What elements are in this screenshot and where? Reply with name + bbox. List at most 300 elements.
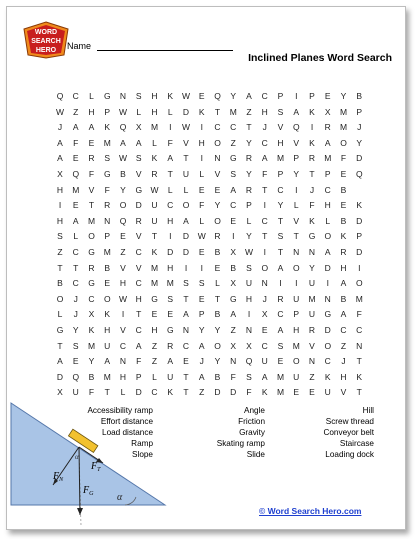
grid-letter: C <box>88 293 95 304</box>
grid-letter: T <box>183 293 189 304</box>
grid-letter: M <box>103 371 111 382</box>
grid-letter: J <box>262 122 267 133</box>
grid-letter: A <box>230 309 237 320</box>
grid-letter: C <box>261 340 268 351</box>
grid-letter: E <box>230 215 237 226</box>
grid-letter: X <box>57 169 63 179</box>
grid-letter: E <box>104 278 111 289</box>
grid-letter: Z <box>120 247 126 257</box>
grid-letter: H <box>56 215 64 226</box>
grid-letter: B <box>214 247 221 257</box>
grid-letter: G <box>151 293 158 304</box>
grid-letter: T <box>57 340 63 351</box>
grid-letter: E <box>198 184 205 195</box>
grid-letter: N <box>182 325 190 335</box>
grid-letter: K <box>356 200 363 211</box>
grid-letter: R <box>340 247 347 257</box>
grid-letter: H <box>119 371 127 382</box>
grid-letter: G <box>135 184 143 195</box>
grid-letter: A <box>183 215 189 226</box>
grid-letter: O <box>214 340 221 351</box>
grid-letter: A <box>104 356 111 367</box>
grid-letter: W <box>197 231 206 242</box>
grid-letter: C <box>230 122 237 133</box>
grid-letter: N <box>104 215 111 226</box>
grid-letter: R <box>167 340 174 351</box>
grid-letter: M <box>292 340 300 351</box>
grid-letter: T <box>262 184 268 195</box>
grid-letter: E <box>183 356 189 367</box>
grid-letter: S <box>230 169 237 179</box>
grid-letter: P <box>104 231 111 242</box>
grid-letter: K <box>167 387 174 398</box>
svg-text:FN: $F_N$ <box>53 471 64 483</box>
grid-letter: Q <box>72 371 80 382</box>
grid-letter: Q <box>245 356 253 367</box>
grid-letter: P <box>293 309 300 320</box>
grid-letter: C <box>135 278 142 289</box>
grid-letter: I <box>184 262 188 273</box>
grid-letter: H <box>104 325 111 335</box>
grid-letter: I <box>200 153 203 164</box>
grid-letter: Q <box>119 215 127 226</box>
word-item: Ramp <box>131 439 153 448</box>
grid-letter: I <box>200 122 203 133</box>
grid-letter: N <box>230 356 237 367</box>
grid-letter: C <box>277 184 284 195</box>
grid-letter: D <box>214 387 221 398</box>
grid-letter: J <box>357 122 362 133</box>
grid-letter: A <box>72 215 79 226</box>
grid-letter: S <box>135 91 142 101</box>
grid-letter: T <box>183 371 189 382</box>
grid-letter: Z <box>246 106 252 117</box>
grid-letter: O <box>324 231 332 242</box>
grid-letter: K <box>151 153 158 164</box>
grid-letter: I <box>200 262 203 273</box>
grid-letter: N <box>308 356 316 367</box>
grid-letter: B <box>214 371 221 382</box>
grid-letter: Y <box>246 137 252 148</box>
grid-letter: Z <box>151 340 158 351</box>
grid-letter: U <box>261 356 268 367</box>
grid-letter: L <box>246 215 252 226</box>
grid-letter: G <box>166 325 174 335</box>
grid-letter: Z <box>230 325 236 335</box>
grid-letter: K <box>324 371 331 382</box>
grid-letter: I <box>169 231 172 242</box>
grid-letter: Y <box>214 325 221 335</box>
grid-letter: A <box>230 184 237 195</box>
grid-letter: U <box>72 387 79 398</box>
grid-letter: C <box>277 309 284 320</box>
grid-letter: M <box>103 137 111 148</box>
svg-text:FT: $F_T$ <box>91 461 101 473</box>
grid-letter: U <box>104 340 111 351</box>
grid-letter: A <box>198 340 205 351</box>
grid-letter: M <box>324 153 332 164</box>
grid-letter: D <box>135 387 142 398</box>
grid-letter: L <box>183 184 189 195</box>
grid-letter: E <box>167 309 174 320</box>
grid-letter: K <box>309 106 315 117</box>
grid-letter: N <box>308 247 316 257</box>
grid-letter: V <box>309 340 315 351</box>
grid-letter: G <box>88 278 95 289</box>
grid-letter: G <box>229 293 237 304</box>
grid-letter: Y <box>356 137 363 148</box>
grid-letter: J <box>199 356 204 367</box>
grid-letter: R <box>151 169 158 179</box>
footer-credit-link[interactable]: © Word Search Hero.com <box>259 506 362 516</box>
grid-letter: E <box>340 200 347 211</box>
word-list-column-1 <box>87 405 153 460</box>
grid-letter: V <box>293 137 300 148</box>
grid-letter: M <box>150 262 159 273</box>
word-item: Staircase <box>339 439 374 448</box>
grid-letter: O <box>56 293 64 304</box>
word-item: Screw thread <box>325 417 374 426</box>
grid-letter: A <box>261 371 268 382</box>
grid-letter: P <box>198 309 205 320</box>
grid-letter: O <box>292 262 300 273</box>
grid-letter: E <box>151 309 158 320</box>
grid-letter: E <box>72 356 79 367</box>
grid-letter: C <box>72 278 79 289</box>
grid-letter: C <box>340 325 347 335</box>
word-item: Skating ramp <box>216 439 265 448</box>
word-item: Hill <box>362 406 374 415</box>
grid-letter: T <box>356 356 362 367</box>
grid-letter: T <box>183 387 189 398</box>
grid-letter: G <box>103 169 111 179</box>
grid-letter: L <box>152 371 157 382</box>
grid-letter: L <box>136 106 142 117</box>
grid-letter: T <box>136 309 142 320</box>
grid-letter: T <box>88 200 95 211</box>
grid-letter: Y <box>120 184 126 195</box>
grid-letter: H <box>88 106 95 117</box>
grid-letter: T <box>277 215 284 226</box>
grid-letter: M <box>339 106 348 117</box>
grid-letter: R <box>135 215 142 226</box>
grid-letter: A <box>246 91 252 101</box>
grid-letter: T <box>214 106 221 117</box>
grid-letter: M <box>276 153 285 164</box>
grid-letter: S <box>104 153 111 164</box>
grid-letter: L <box>199 215 205 226</box>
grid-letter: N <box>324 293 331 304</box>
grid-letter: F <box>104 184 110 195</box>
grid-letter: K <box>104 309 111 320</box>
grid-letter: M <box>150 278 159 289</box>
grid-letter: P <box>324 169 331 179</box>
grid-letter: Y <box>198 325 205 335</box>
grid-letter: D <box>324 262 331 273</box>
grid-letter: G <box>308 231 316 242</box>
grid-letter: S <box>183 278 189 289</box>
grid-letter: E <box>293 387 300 398</box>
grid-letter: Y <box>293 169 300 179</box>
grid-letter: M <box>339 122 348 133</box>
grid-letter: V <box>183 137 189 148</box>
word-item: Load distance <box>102 428 153 437</box>
grid-letter: H <box>151 91 158 101</box>
grid-letter: C <box>261 91 268 101</box>
grid-letter: R <box>245 184 253 195</box>
grid-letter: S <box>198 278 205 289</box>
grid-letter: A <box>198 371 205 382</box>
grid-letter: X <box>230 278 237 289</box>
grid-letter: F <box>246 387 252 398</box>
grid-letter: G <box>229 153 237 164</box>
grid-letter: E <box>72 200 79 211</box>
grid-letter: B <box>120 169 126 179</box>
grid-letter: O <box>355 278 363 289</box>
grid-letter: A <box>183 309 189 320</box>
grid-letter: A <box>340 278 347 289</box>
grid-letter: M <box>72 184 80 195</box>
grid-letter: J <box>309 184 315 195</box>
grid-letter: A <box>88 122 95 133</box>
grid-letter: S <box>277 106 284 117</box>
grid-letter: Z <box>199 387 205 398</box>
grid-letter: B <box>340 184 347 195</box>
grid-letter: H <box>261 106 268 117</box>
grid-letter: I <box>295 91 298 101</box>
grid-letter: P <box>135 371 142 382</box>
grid-letter: D <box>167 247 174 257</box>
grid-letter: X <box>324 106 331 117</box>
grid-letter: M <box>87 215 96 226</box>
grid-letter: L <box>293 200 299 211</box>
grid-letter: M <box>308 293 316 304</box>
grid-letter: V <box>277 122 284 133</box>
grid-letter: X <box>88 309 95 320</box>
grid-letter: S <box>277 340 284 351</box>
word-item: Slope <box>132 450 153 459</box>
grid-letter: R <box>88 262 95 273</box>
grid-letter: C <box>135 247 142 257</box>
grid-letter: L <box>215 278 220 289</box>
grid-letter: F <box>340 153 347 164</box>
name-label: Name <box>67 41 92 51</box>
grid-letter: A <box>57 137 63 148</box>
grid-letter: E <box>88 137 95 148</box>
grid-letter: Z <box>73 106 79 117</box>
grid-letter: S <box>167 293 174 304</box>
grid-letter: N <box>214 153 221 164</box>
grid-letter: V <box>340 387 347 398</box>
grid-letter: C <box>324 356 331 367</box>
grid-letter: C <box>151 387 158 398</box>
word-item: Conveyor belt <box>323 428 374 437</box>
grid-letter: W <box>118 293 128 304</box>
grid-letter: V <box>88 184 95 195</box>
grid-letter: H <box>277 137 284 148</box>
grid-letter: I <box>263 247 266 257</box>
grid-letter: O <box>261 262 269 273</box>
grid-letter: C <box>119 340 127 351</box>
grid-letter: P <box>356 231 363 242</box>
grid-letter: B <box>230 262 237 273</box>
grid-letter: R <box>104 200 111 211</box>
grid-letter: X <box>246 340 252 351</box>
grid-letter: V <box>293 215 300 226</box>
grid-letter: M <box>150 122 159 133</box>
grid-letter: I <box>310 122 314 133</box>
grid-letter: W <box>244 247 254 257</box>
grid-letter: G <box>324 309 332 320</box>
grid-letter: U <box>167 371 174 382</box>
grid-letter: T <box>151 231 158 242</box>
grid-letter: S <box>72 340 79 351</box>
grid-letter: Y <box>88 356 95 367</box>
word-item: Angle <box>244 406 265 415</box>
grid-letter: E <box>309 387 315 398</box>
grid-letter: F <box>88 169 95 179</box>
grid-letter: B <box>340 293 347 304</box>
grid-letter: D <box>356 247 363 257</box>
grid-letter: L <box>57 309 63 320</box>
grid-letter: T <box>277 247 284 257</box>
grid-letter: F <box>309 200 315 211</box>
grid-letter: I <box>58 200 62 211</box>
grid-letter: O <box>292 356 300 367</box>
grid-letter: C <box>356 325 363 335</box>
grid-letter: I <box>247 309 251 320</box>
grid-letter: N <box>245 325 253 335</box>
grid-letter: B <box>57 278 63 289</box>
grid-letter: A <box>340 309 347 320</box>
grid-letter: T <box>183 153 189 164</box>
grid-letter: R <box>214 231 221 242</box>
grid-letter: K <box>261 387 268 398</box>
grid-letter: E <box>198 293 205 304</box>
grid-letter: S <box>57 231 63 242</box>
grid-letter: E <box>198 247 205 257</box>
word-list-column-3 <box>299 405 374 460</box>
grid-letter: C <box>135 325 142 335</box>
grid-letter: E <box>120 231 126 242</box>
grid-letter: C <box>324 184 331 195</box>
grid-letter: Q <box>56 91 64 101</box>
grid-letter: I <box>358 262 361 273</box>
grid-letter: W <box>181 91 191 101</box>
grid-letter: T <box>356 387 362 398</box>
grid-letter: B <box>88 371 95 382</box>
word-item: Effort distance <box>100 417 153 426</box>
grid-letter: Z <box>309 371 315 382</box>
grid-letter: K <box>104 122 111 133</box>
grid-letter: Y <box>72 325 79 335</box>
grid-letter: K <box>309 215 315 226</box>
grid-letter: R <box>324 122 331 133</box>
grid-letter: Y <box>214 356 221 367</box>
grid-letter: V <box>135 231 142 242</box>
grid-letter: T <box>309 169 315 179</box>
svg-text:SEARCH: SEARCH <box>31 38 61 45</box>
grid-letter: F <box>199 200 205 211</box>
grid-letter: M <box>276 387 285 398</box>
grid-letter: V <box>120 262 126 273</box>
grid-letter: H <box>119 278 127 289</box>
grid-letter: B <box>340 215 347 226</box>
grid-letter: A <box>120 137 126 148</box>
grid-letter: P <box>277 91 284 101</box>
grid-letter: H <box>293 325 300 335</box>
grid-letter: F <box>230 371 236 382</box>
grid-letter: A <box>57 153 63 164</box>
grid-letter: D <box>56 371 64 382</box>
grid-letter: H <box>151 106 158 117</box>
grid-letter: A <box>293 106 300 117</box>
grid-letter: L <box>325 215 331 226</box>
grid-letter: L <box>167 106 173 117</box>
grid-letter: N <box>261 278 268 289</box>
grid-letter: K <box>198 106 205 117</box>
grid-letter: C <box>167 200 174 211</box>
grid-letter: H <box>167 262 174 273</box>
grid-letter: D <box>324 325 331 335</box>
grid-letter: W <box>150 184 159 195</box>
grid-letter: S <box>277 231 284 242</box>
grid-letter: H <box>151 325 158 335</box>
grid-letter: F <box>262 169 268 179</box>
grid-letter: X <box>261 309 268 320</box>
grid-letter: P <box>277 169 284 179</box>
grid-letter: B <box>356 91 363 101</box>
grid-letter: Y <box>246 231 252 242</box>
grid-letter: Y <box>230 91 237 101</box>
grid-letter: I <box>295 278 298 289</box>
grid-letter: R <box>245 153 253 164</box>
grid-letter: H <box>198 137 205 148</box>
grid-letter: V <box>135 169 142 179</box>
grid-letter: O <box>214 215 221 226</box>
grid-letter: J <box>73 293 78 304</box>
grid-letter: O <box>103 293 111 304</box>
grid-letter: T <box>73 262 79 273</box>
svg-text:α: α <box>75 453 79 461</box>
grid-letter: O <box>340 137 347 148</box>
grid-letter: I <box>169 122 172 133</box>
grid-letter: I <box>326 278 329 289</box>
grid-letter: S <box>246 371 252 382</box>
grid-letter: A <box>277 262 284 273</box>
grid-letter: Q <box>292 122 300 133</box>
grid-letter: L <box>152 137 157 148</box>
grid-letter: R <box>88 153 95 164</box>
grid-letter: Z <box>340 340 347 351</box>
grid-letter: T <box>167 169 173 179</box>
grid-letter: A <box>72 122 79 133</box>
grid-letter: U <box>293 371 300 382</box>
grid-letter: L <box>199 169 205 179</box>
grid-letter: K <box>340 231 347 242</box>
grid-letter: K <box>356 371 363 382</box>
grid-letter: A <box>261 153 268 164</box>
word-list-column-2 <box>195 405 265 460</box>
grid-letter: B <box>104 262 111 273</box>
grid-letter: O <box>182 200 190 211</box>
grid-letter: G <box>56 325 64 335</box>
grid-letter: E <box>72 153 79 164</box>
grid-letter: L <box>89 91 94 101</box>
grid-letter: T <box>246 122 252 133</box>
grid-letter: E <box>324 91 331 101</box>
grid-letter: A <box>135 340 142 351</box>
